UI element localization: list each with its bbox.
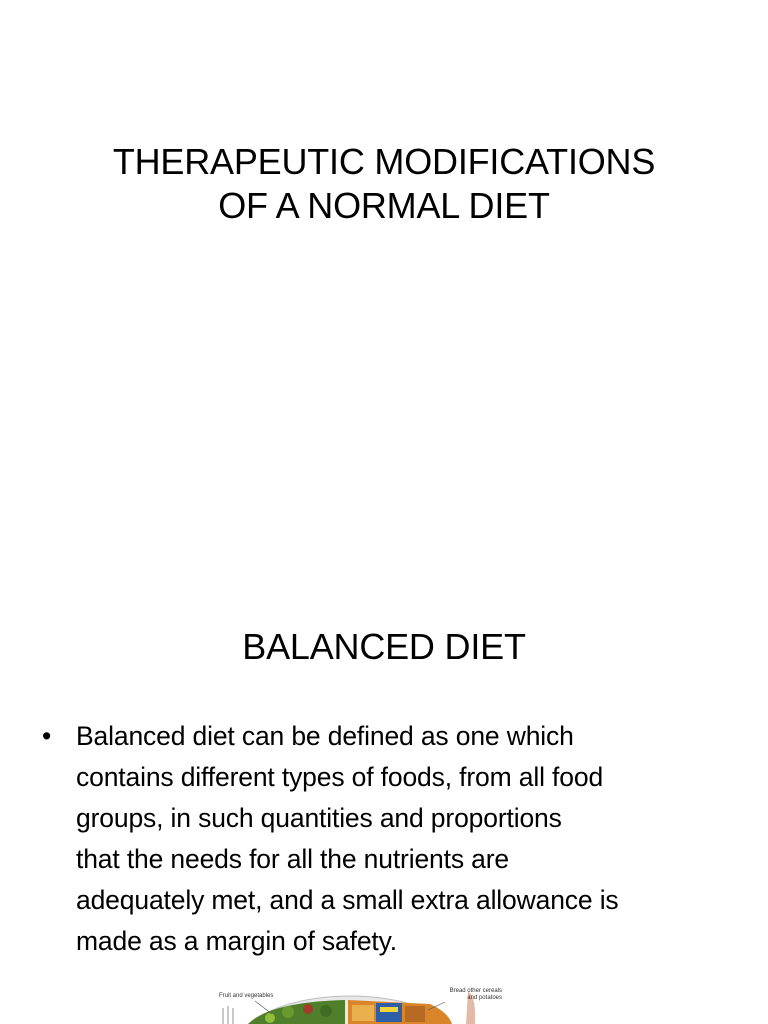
veg-item: [265, 1013, 275, 1023]
bread-cereals-label-line-2: and potatoes: [467, 995, 502, 1001]
bullet-line-3: groups, in such quantities and proportions: [76, 803, 562, 833]
bread-item: [352, 1005, 374, 1021]
bullet-line-5: adequately met, and a small extra allowance is: [76, 885, 619, 915]
eatwell-plate-figure: [200, 984, 510, 1024]
slide-1-title-line-1: THERAPEUTIC MODIFICATIONS: [112, 141, 656, 182]
slide-2-title-line-1: BALANCED DIET: [242, 626, 526, 667]
bread-cereals-label-line-1: Bread other cereals: [449, 988, 502, 994]
slide-2-bullet-list: [40, 716, 740, 962]
veg-item: [320, 1005, 332, 1017]
potato-item: [405, 1006, 425, 1022]
fork-icon: [222, 1006, 234, 1024]
bullet-item: [40, 716, 740, 962]
label-leader-line: [255, 1001, 272, 1014]
veg-item: [282, 1006, 294, 1018]
slide-1-title-line-2: OF A NORMAL DIET: [218, 185, 550, 226]
bullet-text: [76, 716, 740, 962]
bullet-line-1: Balanced diet can be defined as one which: [76, 721, 574, 751]
bullet-line-4: that the needs for all the nutrients are: [76, 844, 509, 874]
bullet-line-2: contains different types of foods, from all food: [76, 762, 604, 792]
cereal-box: [376, 1003, 402, 1022]
bread-cereals-label: [432, 988, 502, 1002]
fruit-vegetables-label: Fruit and vegetables: [219, 993, 274, 999]
cereal-box-label: [380, 1007, 398, 1012]
slide-2-title: [0, 625, 768, 669]
veg-item: [303, 1004, 313, 1014]
slide-1-title: [0, 140, 768, 228]
bullet-line-6: made as a margin of safety.: [76, 926, 397, 956]
bullet-marker: •: [42, 721, 52, 751]
